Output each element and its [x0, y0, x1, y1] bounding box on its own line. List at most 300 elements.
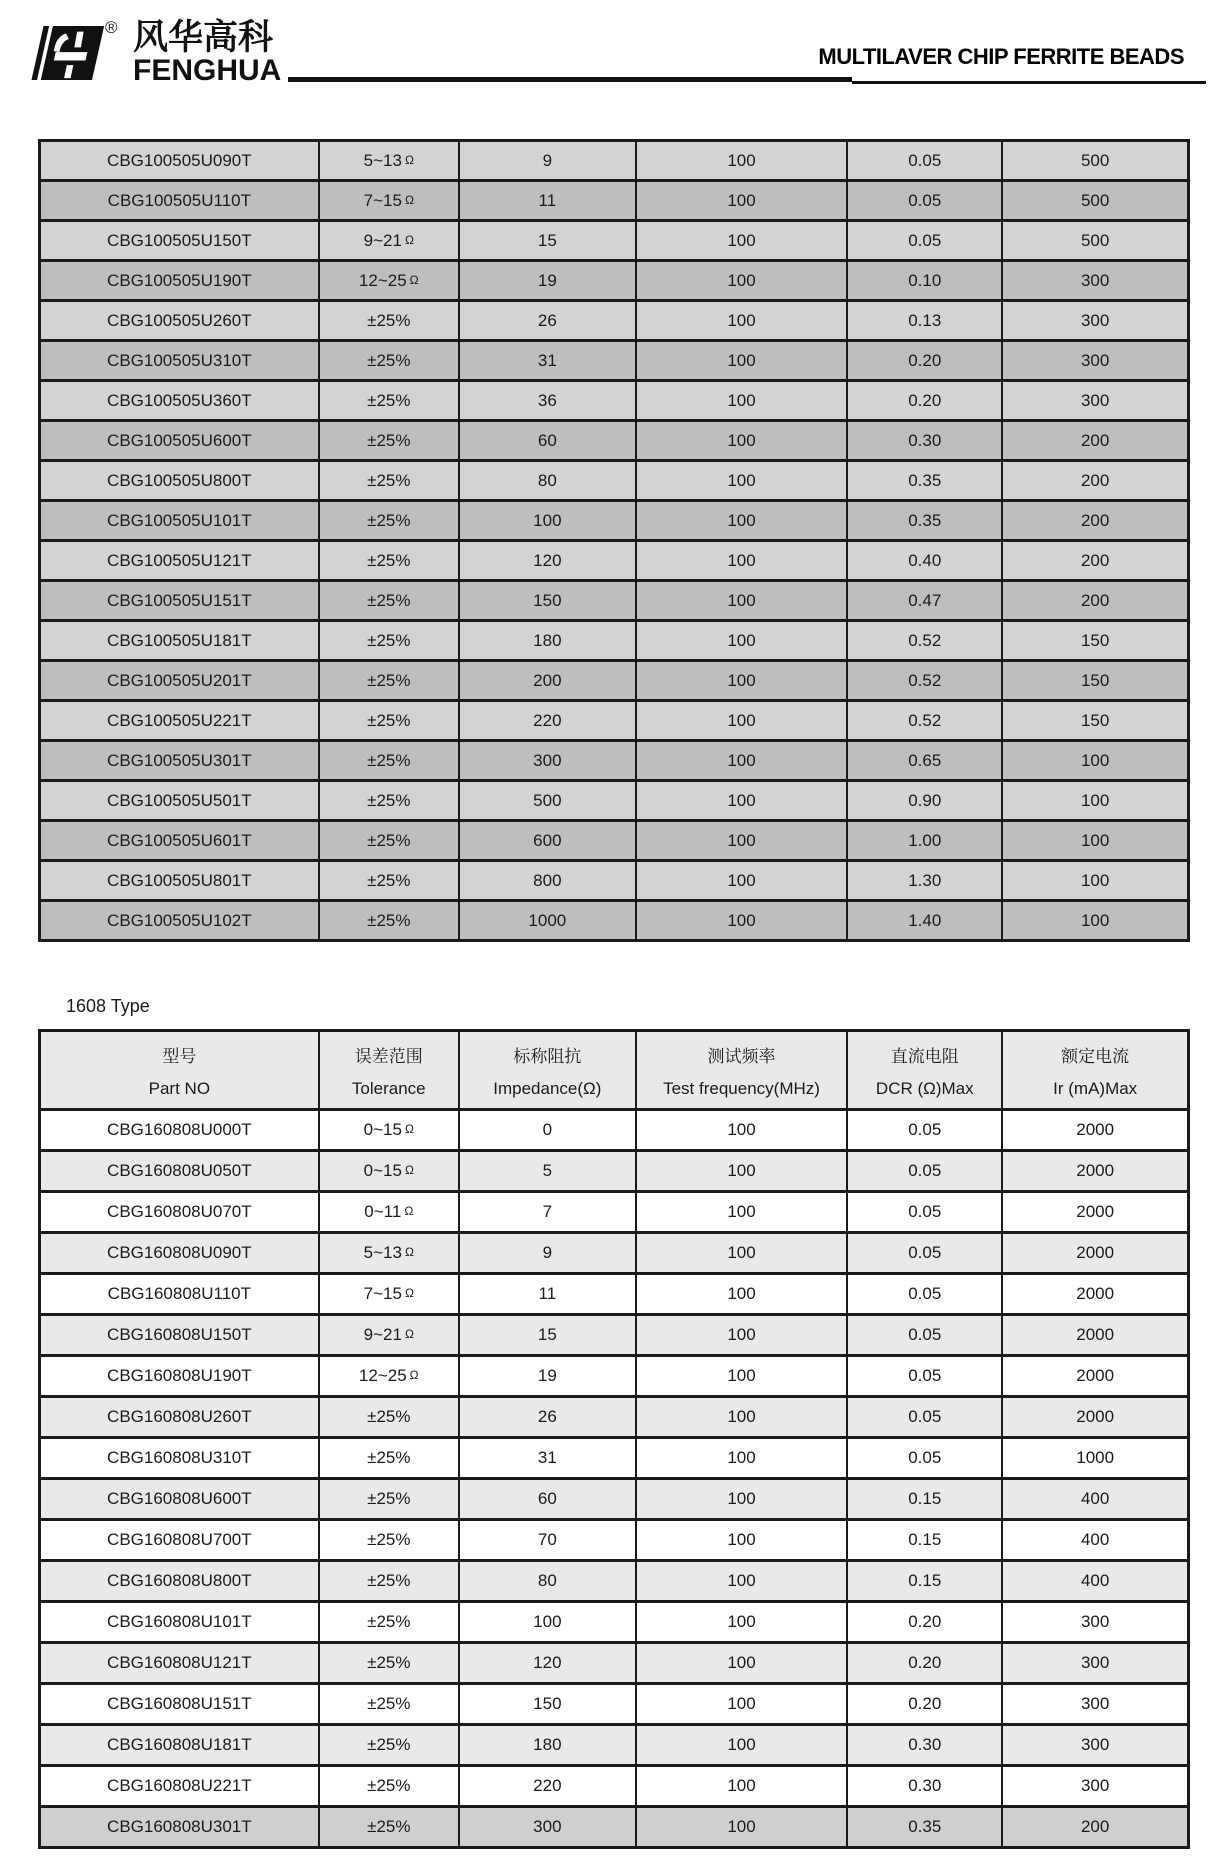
cell-dcr-max: 0.20: [847, 381, 1002, 421]
cell-dcr-max: 0.52: [847, 661, 1002, 701]
cell-rated-current: 150: [1002, 621, 1188, 661]
table-row: [40, 861, 1189, 901]
cell-dcr-max: 0.05: [847, 1151, 1002, 1192]
cell-dcr-max: 0.65: [847, 741, 1002, 781]
cell-impedance: 11: [459, 181, 636, 221]
cell-tolerance: [319, 1315, 459, 1356]
cell-rated-current: 2000: [1002, 1233, 1188, 1274]
cell-part-no: CBG160808U600T: [40, 1479, 319, 1520]
cell-dcr-max: 0.05: [847, 1192, 1002, 1233]
cell-part-no: CBG160808U221T: [40, 1766, 319, 1807]
cell-dcr-max: 0.20: [847, 1684, 1002, 1725]
cell-impedance: 100: [459, 1602, 636, 1643]
cell-part-no: CBG160808U000T: [40, 1110, 319, 1151]
cell-test-frequency: 100: [636, 901, 847, 941]
ohm-symbol: Ω: [409, 1368, 419, 1382]
cell-part-no: CBG100505U201T: [40, 661, 319, 701]
cell-dcr-max: 0.15: [847, 1479, 1002, 1520]
column-header-rated-current: [1002, 1031, 1188, 1110]
cell-test-frequency: 100: [636, 1725, 847, 1766]
column-header-chinese: 标称阻抗: [513, 1046, 582, 1066]
cell-impedance: 220: [459, 1766, 636, 1807]
ohm-symbol: Ω: [409, 272, 419, 287]
cell-tolerance: [319, 1151, 459, 1192]
cell-impedance: 300: [459, 1807, 636, 1848]
cell-test-frequency: 100: [636, 1602, 847, 1643]
cell-tolerance: ±25%: [319, 381, 459, 421]
cell-test-frequency: 100: [636, 1479, 847, 1520]
table-row: [40, 181, 1189, 221]
cell-dcr-max: 0.20: [847, 1602, 1002, 1643]
cell-rated-current: 150: [1002, 661, 1188, 701]
ohm-symbol: Ω: [404, 1122, 414, 1136]
registered-trademark-icon: ®: [105, 18, 118, 37]
cell-dcr-max: 0.05: [847, 181, 1002, 221]
cell-dcr-max: 1.40: [847, 901, 1002, 941]
section-label-1608-type: 1608 Type: [66, 996, 150, 1016]
cell-part-no: CBG160808U070T: [40, 1192, 319, 1233]
tolerance-range: 12~25: [358, 1366, 407, 1385]
cell-impedance: 120: [459, 1643, 636, 1684]
table-row: [40, 541, 1189, 581]
cell-rated-current: 500: [1002, 141, 1188, 181]
cell-impedance: 31: [459, 1438, 636, 1479]
cell-impedance: 800: [459, 861, 636, 901]
cell-tolerance: ±25%: [319, 1643, 459, 1684]
cell-rated-current: 300: [1002, 261, 1188, 301]
cell-part-no: CBG100505U110T: [40, 181, 319, 221]
cell-test-frequency: 100: [636, 581, 847, 621]
cell-part-no: CBG100505U501T: [40, 781, 319, 821]
cell-test-frequency: 100: [636, 181, 847, 221]
cell-part-no: CBG100505U102T: [40, 901, 319, 941]
column-header-chinese: 测试频率: [707, 1046, 776, 1066]
column-header-english: Part NO: [148, 1078, 211, 1098]
table-row: [40, 1479, 1189, 1520]
cell-tolerance: [319, 261, 459, 301]
cell-dcr-max: 0.35: [847, 501, 1002, 541]
header-rule-thick: [288, 77, 852, 82]
ohm-symbol: Ω: [404, 1286, 414, 1300]
cell-part-no: CBG100505U090T: [40, 141, 319, 181]
cell-test-frequency: 100: [636, 541, 847, 581]
cell-test-frequency: 100: [636, 1438, 847, 1479]
cell-impedance: 150: [459, 1684, 636, 1725]
cell-tolerance: ±25%: [319, 901, 459, 941]
cell-test-frequency: 100: [636, 1643, 847, 1684]
table-row: [40, 581, 1189, 621]
column-header-english: Impedance(Ω): [493, 1078, 602, 1098]
tolerance-range: 9~21: [363, 230, 402, 250]
cell-part-no: CBG160808U310T: [40, 1438, 319, 1479]
tolerance-range: 0~11: [364, 1202, 402, 1221]
column-header-chinese: 额定电流: [1061, 1046, 1130, 1066]
cell-rated-current: 300: [1002, 341, 1188, 381]
cell-test-frequency: 100: [636, 1561, 847, 1602]
cell-impedance: 7: [459, 1192, 636, 1233]
cell-part-no: CBG100505U360T: [40, 381, 319, 421]
cell-part-no: CBG100505U800T: [40, 461, 319, 501]
table-row: [40, 1397, 1189, 1438]
tolerance-range: 7~15: [363, 1284, 402, 1303]
cell-tolerance: ±25%: [319, 1684, 459, 1725]
cell-rated-current: 100: [1002, 821, 1188, 861]
cell-dcr-max: 0.05: [847, 1274, 1002, 1315]
cell-part-no: CBG100505U150T: [40, 221, 319, 261]
cell-test-frequency: 100: [636, 1110, 847, 1151]
ohm-symbol: Ω: [404, 152, 414, 167]
table-row: [40, 1438, 1189, 1479]
cell-part-no: CBG100505U221T: [40, 701, 319, 741]
cell-part-no: CBG100505U121T: [40, 541, 319, 581]
cell-test-frequency: 100: [636, 301, 847, 341]
cell-rated-current: 400: [1002, 1520, 1188, 1561]
ohm-symbol: Ω: [404, 1163, 414, 1177]
column-header-chinese: 型号: [162, 1046, 197, 1066]
cell-dcr-max: 0.05: [847, 1110, 1002, 1151]
cell-test-frequency: 100: [636, 341, 847, 381]
cell-test-frequency: 100: [636, 621, 847, 661]
table-row: [40, 701, 1189, 741]
brand-name-chinese: 风华高科: [133, 18, 274, 57]
column-header-dcr-max: [847, 1031, 1002, 1110]
cell-tolerance: ±25%: [319, 861, 459, 901]
cell-part-no: CBG160808U150T: [40, 1315, 319, 1356]
cell-dcr-max: 0.30: [847, 1725, 1002, 1766]
cell-impedance: 26: [459, 1397, 636, 1438]
cell-tolerance: ±25%: [319, 821, 459, 861]
tolerance-range: 9~21: [363, 1325, 402, 1344]
column-header-impedance: [459, 1031, 636, 1110]
table-row: [40, 661, 1189, 701]
cell-dcr-max: 1.00: [847, 821, 1002, 861]
cell-test-frequency: 100: [636, 461, 847, 501]
cell-tolerance: ±25%: [319, 621, 459, 661]
cell-rated-current: 150: [1002, 701, 1188, 741]
cell-rated-current: 2000: [1002, 1274, 1188, 1315]
cell-dcr-max: 1.30: [847, 861, 1002, 901]
cell-impedance: 0: [459, 1110, 636, 1151]
cell-impedance: 220: [459, 701, 636, 741]
cell-impedance: 11: [459, 1274, 636, 1315]
cell-impedance: 5: [459, 1151, 636, 1192]
cell-impedance: 1000: [459, 901, 636, 941]
cell-test-frequency: 100: [636, 1356, 847, 1397]
cell-part-no: CBG160808U151T: [40, 1684, 319, 1725]
cell-rated-current: 200: [1002, 541, 1188, 581]
cell-tolerance: ±25%: [319, 1766, 459, 1807]
cell-dcr-max: 0.30: [847, 421, 1002, 461]
table-row: [40, 1192, 1189, 1233]
cell-test-frequency: 100: [636, 501, 847, 541]
cell-part-no: CBG100505U181T: [40, 621, 319, 661]
cell-impedance: 60: [459, 1479, 636, 1520]
cell-impedance: 100: [459, 501, 636, 541]
cell-part-no: CBG100505U101T: [40, 501, 319, 541]
table-row: [40, 1110, 1189, 1151]
cell-impedance: 9: [459, 1233, 636, 1274]
cell-tolerance: ±25%: [319, 541, 459, 581]
cell-dcr-max: 0.30: [847, 1766, 1002, 1807]
cell-rated-current: 200: [1002, 501, 1188, 541]
cell-impedance: 300: [459, 741, 636, 781]
cell-part-no: CBG100505U601T: [40, 821, 319, 861]
cell-test-frequency: 100: [636, 221, 847, 261]
tolerance-range: 5~13: [363, 150, 402, 170]
cell-impedance: 200: [459, 661, 636, 701]
table-row: [40, 1356, 1189, 1397]
cell-tolerance: [319, 1110, 459, 1151]
cell-dcr-max: 0.52: [847, 621, 1002, 661]
cell-tolerance: ±25%: [319, 1561, 459, 1602]
column-header-chinese: 直流电阻: [890, 1046, 959, 1066]
cell-impedance: 9: [459, 141, 636, 181]
column-header-english: Test frequency(MHz): [663, 1078, 820, 1098]
cell-tolerance: [319, 1192, 459, 1233]
cell-impedance: 31: [459, 341, 636, 381]
cell-tolerance: [319, 221, 459, 261]
column-header-english: DCR (Ω)Max: [875, 1078, 974, 1098]
table-row: [40, 381, 1189, 421]
cell-rated-current: 500: [1002, 181, 1188, 221]
cell-test-frequency: 100: [636, 1274, 847, 1315]
table-1608-header: [40, 1031, 1189, 1110]
cell-part-no: CBG160808U260T: [40, 1397, 319, 1438]
tolerance-range: 0~15: [363, 1120, 402, 1139]
cell-part-no: CBG160808U121T: [40, 1643, 319, 1684]
cell-tolerance: ±25%: [319, 1479, 459, 1520]
document-title: MULTILAVER CHIP FERRITE BEADS: [818, 44, 1184, 69]
table-row: [40, 1520, 1189, 1561]
cell-tolerance: [319, 181, 459, 221]
cell-tolerance: ±25%: [319, 461, 459, 501]
cell-rated-current: 400: [1002, 1561, 1188, 1602]
cell-impedance: 180: [459, 621, 636, 661]
cell-rated-current: 200: [1002, 461, 1188, 501]
table-row: [40, 421, 1189, 461]
cell-tolerance: ±25%: [319, 741, 459, 781]
cell-dcr-max: 0.05: [847, 221, 1002, 261]
cell-dcr-max: 0.47: [847, 581, 1002, 621]
column-header-tolerance: [319, 1031, 459, 1110]
cell-impedance: 36: [459, 381, 636, 421]
cell-tolerance: [319, 1274, 459, 1315]
cell-test-frequency: 100: [636, 261, 847, 301]
cell-impedance: 600: [459, 821, 636, 861]
cell-tolerance: ±25%: [319, 501, 459, 541]
column-header-part-no: [40, 1031, 319, 1110]
cell-tolerance: ±25%: [319, 1725, 459, 1766]
tolerance-range: 7~15: [363, 190, 402, 210]
cell-tolerance: ±25%: [319, 1520, 459, 1561]
cell-dcr-max: 0.05: [847, 1397, 1002, 1438]
ohm-symbol: Ω: [404, 1245, 414, 1259]
cell-test-frequency: 100: [636, 421, 847, 461]
cell-part-no: CBG100505U260T: [40, 301, 319, 341]
cell-tolerance: ±25%: [319, 781, 459, 821]
cell-tolerance: ±25%: [319, 421, 459, 461]
cell-test-frequency: 100: [636, 1766, 847, 1807]
cell-test-frequency: 100: [636, 141, 847, 181]
table-1005-type: [38, 139, 1190, 942]
table-row: [40, 1561, 1189, 1602]
cell-rated-current: 2000: [1002, 1356, 1188, 1397]
table-row: [40, 1151, 1189, 1192]
cell-test-frequency: 100: [636, 1520, 847, 1561]
cell-rated-current: 300: [1002, 381, 1188, 421]
cell-rated-current: 300: [1002, 1766, 1188, 1807]
cell-part-no: CBG160808U101T: [40, 1602, 319, 1643]
cell-tolerance: ±25%: [319, 661, 459, 701]
column-header-english: Tolerance: [351, 1078, 426, 1098]
cell-part-no: CBG100505U190T: [40, 261, 319, 301]
cell-rated-current: 400: [1002, 1479, 1188, 1520]
table-row: [40, 821, 1189, 861]
cell-part-no: CBG100505U600T: [40, 421, 319, 461]
table-row: [40, 261, 1189, 301]
cell-part-no: CBG160808U700T: [40, 1520, 319, 1561]
table-row: [40, 1684, 1189, 1725]
cell-test-frequency: 100: [636, 1807, 847, 1848]
cell-test-frequency: 100: [636, 1315, 847, 1356]
column-header-english: Ir (mA)Max: [1053, 1078, 1138, 1098]
cell-part-no: CBG100505U151T: [40, 581, 319, 621]
cell-dcr-max: 0.05: [847, 1233, 1002, 1274]
cell-dcr-max: 0.90: [847, 781, 1002, 821]
table-row: [40, 781, 1189, 821]
table-1005-body: [40, 141, 1189, 941]
table-row: [40, 621, 1189, 661]
table-row: [40, 1766, 1189, 1807]
cell-tolerance: ±25%: [319, 581, 459, 621]
cell-part-no: CBG100505U310T: [40, 341, 319, 381]
table-row: [40, 1233, 1189, 1274]
column-header-chinese: 误差范围: [354, 1046, 423, 1066]
cell-tolerance: ±25%: [319, 341, 459, 381]
cell-rated-current: 200: [1002, 1807, 1188, 1848]
cell-impedance: 70: [459, 1520, 636, 1561]
page-header: [0, 0, 1210, 100]
cell-rated-current: 100: [1002, 781, 1188, 821]
cell-impedance: 19: [459, 1356, 636, 1397]
cell-dcr-max: 0.05: [847, 1438, 1002, 1479]
ohm-symbol: Ω: [404, 1204, 414, 1218]
cell-tolerance: ±25%: [319, 301, 459, 341]
cell-part-no: CBG100505U801T: [40, 861, 319, 901]
cell-rated-current: 2000: [1002, 1110, 1188, 1151]
cell-impedance: 120: [459, 541, 636, 581]
cell-rated-current: 2000: [1002, 1192, 1188, 1233]
cell-rated-current: 2000: [1002, 1397, 1188, 1438]
cell-rated-current: 200: [1002, 421, 1188, 461]
cell-dcr-max: 0.35: [847, 461, 1002, 501]
cell-dcr-max: 0.15: [847, 1561, 1002, 1602]
cell-rated-current: 300: [1002, 1643, 1188, 1684]
cell-rated-current: 500: [1002, 221, 1188, 261]
cell-test-frequency: 100: [636, 1192, 847, 1233]
cell-rated-current: 2000: [1002, 1315, 1188, 1356]
cell-tolerance: ±25%: [319, 1807, 459, 1848]
cell-dcr-max: 0.10: [847, 261, 1002, 301]
table-row: [40, 221, 1189, 261]
table-row: [40, 501, 1189, 541]
cell-part-no: CBG160808U090T: [40, 1233, 319, 1274]
cell-dcr-max: 0.52: [847, 701, 1002, 741]
cell-tolerance: [319, 141, 459, 181]
cell-impedance: 500: [459, 781, 636, 821]
table-row: [40, 301, 1189, 341]
table-row: [40, 1274, 1189, 1315]
cell-test-frequency: 100: [636, 1684, 847, 1725]
table-1608-body: [40, 1110, 1189, 1848]
cell-impedance: 15: [459, 1315, 636, 1356]
table-row: [40, 461, 1189, 501]
cell-test-frequency: 100: [636, 1233, 847, 1274]
cell-impedance: 26: [459, 301, 636, 341]
cell-dcr-max: 0.20: [847, 1643, 1002, 1684]
cell-rated-current: 300: [1002, 1684, 1188, 1725]
cell-impedance: 150: [459, 581, 636, 621]
cell-test-frequency: 100: [636, 821, 847, 861]
cell-part-no: CBG160808U800T: [40, 1561, 319, 1602]
cell-dcr-max: 0.05: [847, 1356, 1002, 1397]
cell-part-no: CBG160808U050T: [40, 1151, 319, 1192]
cell-tolerance: ±25%: [319, 1397, 459, 1438]
cell-rated-current: 300: [1002, 301, 1188, 341]
table-row: [40, 901, 1189, 941]
cell-rated-current: 1000: [1002, 1438, 1188, 1479]
table-row: [40, 141, 1189, 181]
tolerance-range: 0~15: [363, 1161, 402, 1180]
cell-impedance: 80: [459, 461, 636, 501]
cell-impedance: 19: [459, 261, 636, 301]
cell-rated-current: 2000: [1002, 1151, 1188, 1192]
table-row: [40, 1807, 1189, 1848]
cell-part-no: CBG160808U190T: [40, 1356, 319, 1397]
cell-part-no: CBG160808U301T: [40, 1807, 319, 1848]
cell-impedance: 180: [459, 1725, 636, 1766]
cell-rated-current: 100: [1002, 901, 1188, 941]
cell-impedance: 80: [459, 1561, 636, 1602]
cell-rated-current: 100: [1002, 741, 1188, 781]
table-row: [40, 1725, 1189, 1766]
tolerance-range: 5~13: [363, 1243, 402, 1262]
cell-tolerance: [319, 1233, 459, 1274]
cell-test-frequency: 100: [636, 701, 847, 741]
brand-name-english: FENGHUA: [133, 54, 282, 87]
ohm-symbol: Ω: [404, 1327, 414, 1341]
cell-tolerance: ±25%: [319, 1438, 459, 1479]
cell-tolerance: ±25%: [319, 1602, 459, 1643]
cell-rated-current: 200: [1002, 581, 1188, 621]
header-rule-thin: [852, 81, 1206, 84]
table-row: [40, 1643, 1189, 1684]
cell-impedance: 60: [459, 421, 636, 461]
table-row: [40, 741, 1189, 781]
table-1608-type: [38, 1029, 1190, 1849]
cell-test-frequency: 100: [636, 741, 847, 781]
column-header-test-frequency: [636, 1031, 847, 1110]
cell-dcr-max: 0.20: [847, 341, 1002, 381]
cell-part-no: CBG160808U110T: [40, 1274, 319, 1315]
cell-part-no: CBG160808U181T: [40, 1725, 319, 1766]
ohm-symbol: Ω: [404, 232, 414, 247]
cell-dcr-max: 0.40: [847, 541, 1002, 581]
tolerance-range: 12~25: [358, 270, 407, 290]
cell-test-frequency: 100: [636, 861, 847, 901]
cell-dcr-max: 0.15: [847, 1520, 1002, 1561]
table-row: [40, 1602, 1189, 1643]
